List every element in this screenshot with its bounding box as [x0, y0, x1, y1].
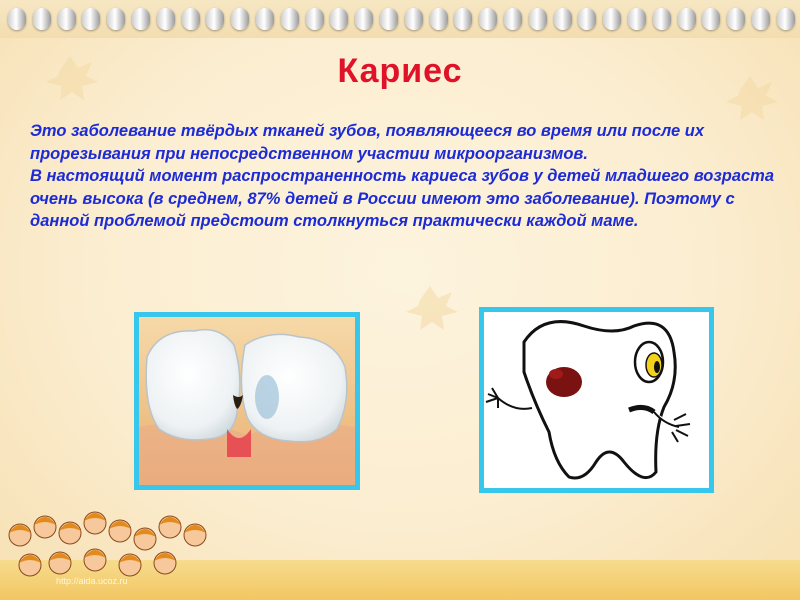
- teeth-photo: [134, 312, 360, 490]
- watermark-url: http://aida.ucoz.ru: [56, 576, 128, 586]
- decayed-teeth-illustration: [139, 317, 355, 485]
- sad-tooth-illustration: [484, 312, 709, 488]
- definition-paragraph: Это заболевание твёрдых тканей зубов, появляющееся во время или после их прорезывания при непосредственном участии микроорганизмов.: [30, 122, 705, 163]
- cartoon-tooth-picture: [479, 307, 714, 493]
- slide-title: Кариес: [337, 52, 463, 90]
- slide-body-text: [30, 120, 775, 233]
- leaf-icon: [406, 286, 458, 330]
- prevalence-paragraph: В настоящий момент распространенность кариеса зубов у детей младшего возраста очень высока (в среднем, 87% детей в России имеют это заболевание). Поэтому с данной проблемой предстоит столкнуться практически каждой маме.: [30, 167, 775, 230]
